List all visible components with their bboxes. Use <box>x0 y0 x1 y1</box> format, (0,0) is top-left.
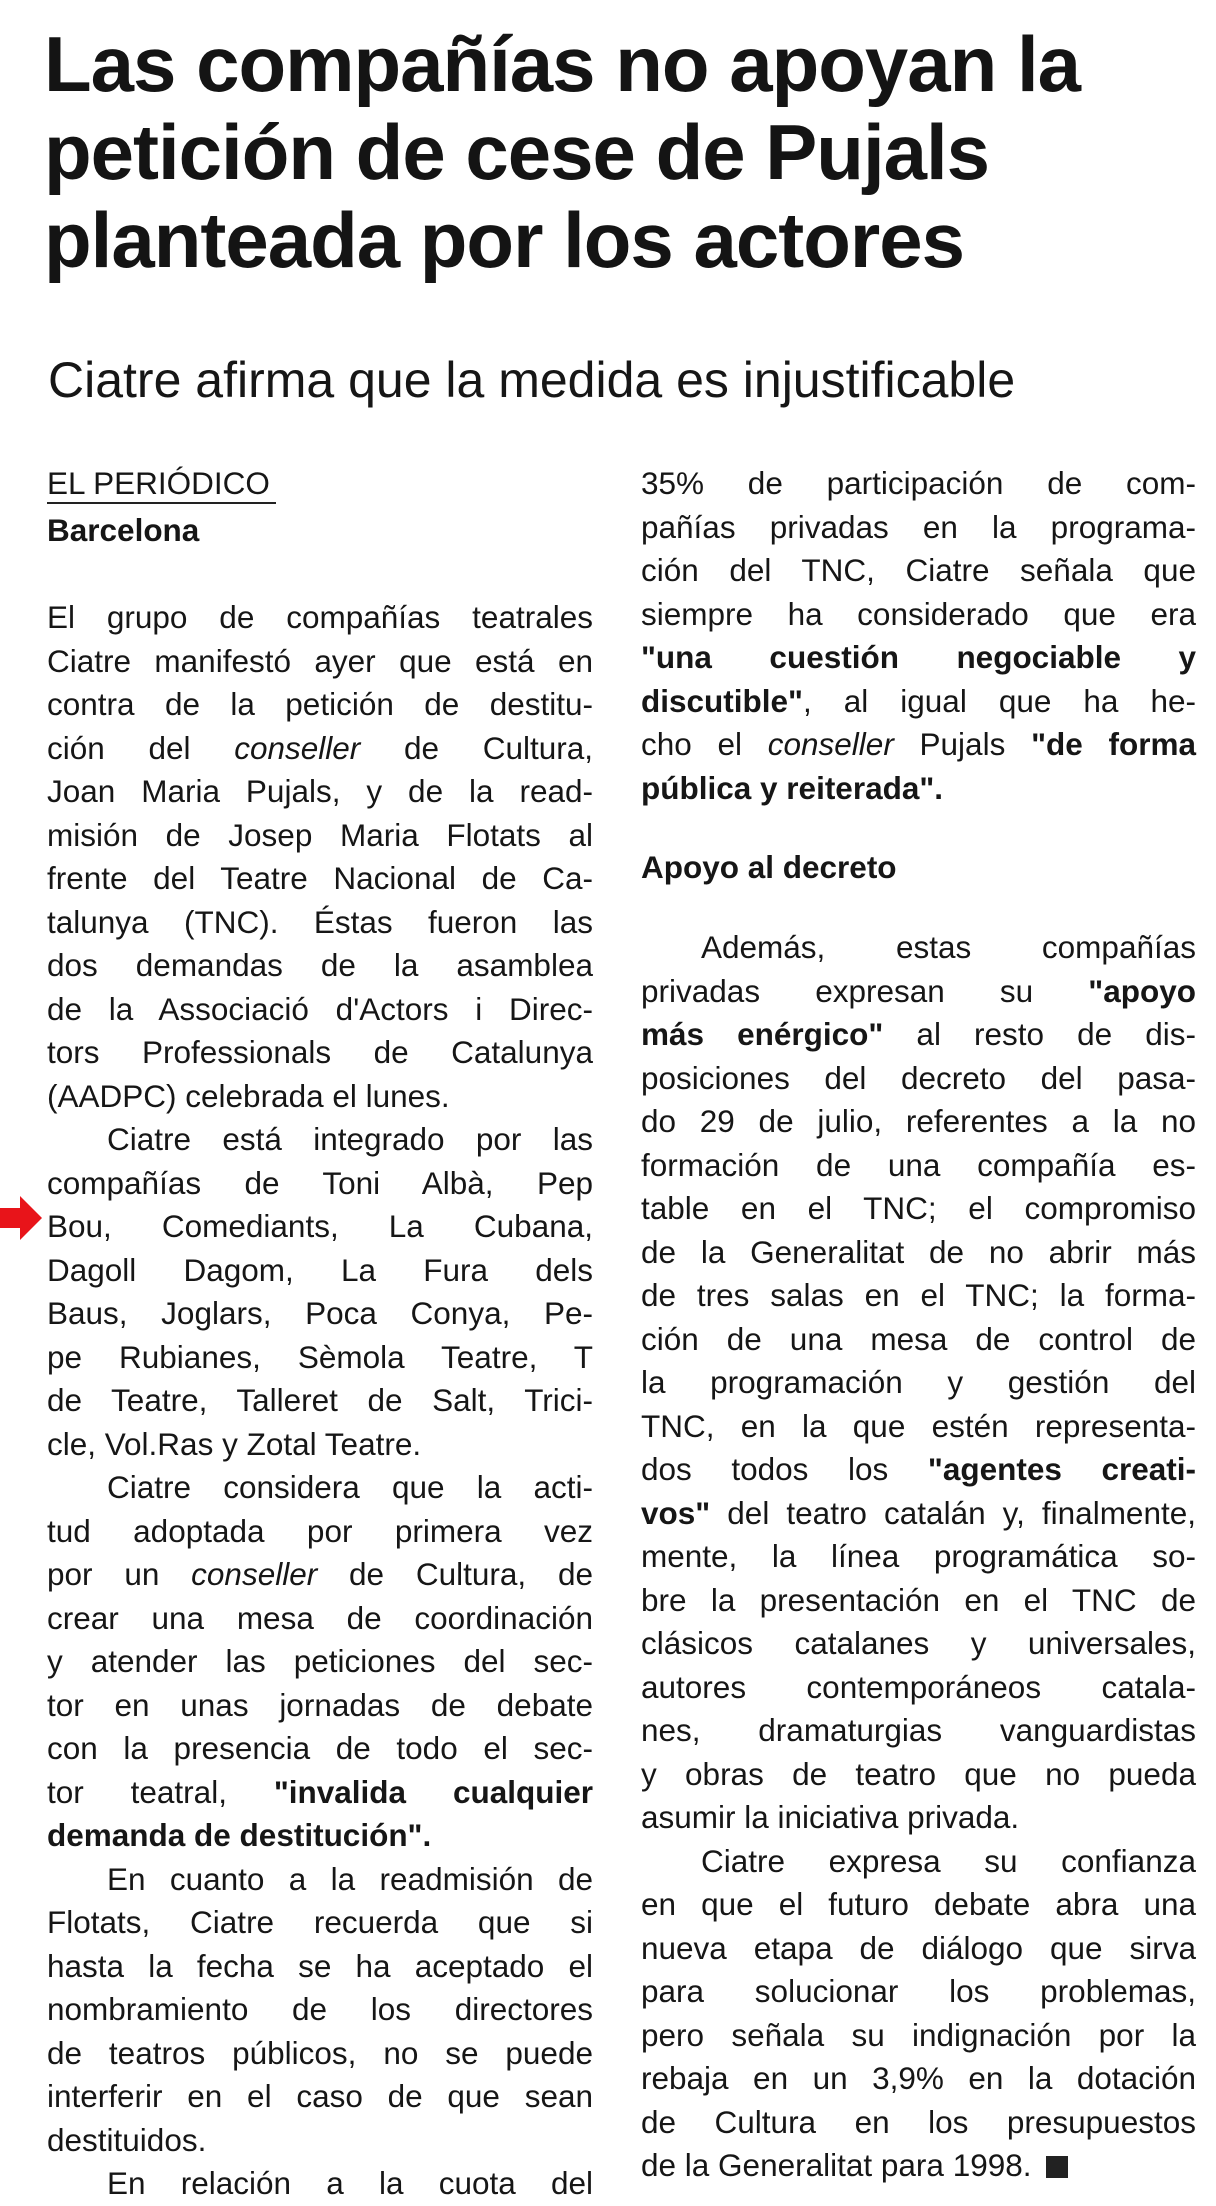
text-line: con la presencia de todo el sec- <box>47 1730 593 1766</box>
text-line: y atender las peticiones del sec- <box>47 1643 593 1679</box>
bold-quote: "una cuestión negociable y <box>641 639 1196 675</box>
right-column <box>641 462 1196 2188</box>
text-line <box>641 970 1196 1014</box>
text-line: Además, estas compañías <box>701 929 1196 965</box>
text-line: crear una mesa de coordinación <box>47 1599 593 1636</box>
bold-quote: demanda de destitución". <box>47 1817 432 1853</box>
text-line: clásicos catalanes y universales, <box>641 1625 1196 1661</box>
text-line: do 29 de julio, referentes a la no <box>641 1103 1196 1139</box>
bold-quote: discutible" <box>641 682 803 719</box>
text-line: (AADPC) celebrada el lunes. <box>47 1077 450 1114</box>
bold-quote: "apoyo <box>1088 972 1196 1009</box>
text-line: Bou, Comediants, La Cubana, <box>47 1208 593 1244</box>
bold-quote: vos" <box>641 1494 711 1531</box>
text-segment: del teatro catalán y, finalmente, <box>710 1494 1196 1531</box>
text-segment: cho el <box>641 726 768 762</box>
text-line: siempre ha considerado que era <box>641 595 1196 632</box>
headline-line: petición de cese de Pujals <box>44 108 990 196</box>
end-square-icon <box>1046 2156 1068 2178</box>
source-byline: EL PERIÓDICO <box>47 464 276 504</box>
text-line: de la Associació d'Actors i Direc- <box>47 990 593 1027</box>
bold-quote: más enérgico" <box>641 1016 884 1052</box>
text-line <box>641 1492 1196 1536</box>
text-line: TNC, en la que estén representa- <box>641 1407 1196 1444</box>
text-segment: de Cultura, de <box>317 1556 593 1592</box>
text-line: de Cultura en los presupuestos <box>641 2103 1196 2140</box>
text-line: El grupo de compañías teatrales <box>47 599 593 635</box>
text-line: Joan Maria Pujals, y de la read- <box>47 773 593 809</box>
text-line: ción de una mesa de control de <box>641 1320 1196 1357</box>
text-line: pañías privadas en la programa- <box>641 508 1196 545</box>
headline-line: Las compañías no apoyan la <box>44 20 1080 108</box>
text-line: Ciatre considera que la acti- <box>107 1469 593 1505</box>
text-line: frente del Teatre Nacional de Ca- <box>47 860 593 896</box>
text-segment: al resto de dis- <box>883 1016 1196 1052</box>
text-line: tors Professionals de Catalunya <box>47 1034 593 1070</box>
italic-term: conseller <box>191 1556 318 1592</box>
text-line <box>641 1013 1196 1057</box>
text-segment: dos todos los <box>641 1451 928 1487</box>
text-segment: Pujals <box>893 726 1032 762</box>
text-line: posiciones del decreto del pasa- <box>641 1059 1196 1096</box>
text-line: de la Generalitat de no abrir más <box>641 1233 1196 1270</box>
text-line <box>47 727 593 771</box>
text-line <box>641 680 1196 724</box>
text-line <box>47 1771 593 1815</box>
text-line <box>641 723 1196 767</box>
text-line: de teatros públicos, no se puede <box>47 2034 593 2071</box>
italic-term: conseller <box>767 726 894 762</box>
text-line: hasta la fecha se ha aceptado el <box>47 1947 593 1984</box>
text-line: pe Rubianes, Sèmola Teatre, T <box>47 1338 593 1375</box>
text-segment: por un <box>47 1556 192 1592</box>
text-segment: , al igual que ha he- <box>802 682 1196 719</box>
text-line: formación de una compañía es- <box>641 1146 1196 1183</box>
text-line: Dagoll Dagom, La Fura dels <box>47 1251 593 1288</box>
italic-term: conseller <box>234 729 361 766</box>
headline-line: planteada por los actores <box>44 196 964 284</box>
headline <box>44 20 1194 284</box>
text-line: bre la presentación en el TNC de <box>641 1581 1196 1618</box>
text-line: destituidos. <box>47 2121 207 2158</box>
text-line: nombramiento de los directores <box>47 1991 593 2027</box>
text-segment: de Cultura, <box>360 729 594 766</box>
red-arrow-icon <box>0 1196 42 1240</box>
text-line: En relación a la cuota del <box>107 2165 593 2201</box>
bold-quote: pública y reiterada". <box>641 769 944 806</box>
text-line: Baus, Joglars, Poca Conya, Pe- <box>47 1295 593 1331</box>
text-line: rebaja en un 3,9% en la dotación <box>641 2060 1196 2096</box>
text-line: nes, dramaturgias vanguardistas <box>641 1712 1196 1748</box>
text-line: Flotats, Ciatre recuerda que si <box>47 1904 593 1940</box>
subtitle: Ciatre afirma que la medida es injustificable <box>48 352 1016 408</box>
text-line: tor en unas jornadas de debate <box>47 1686 593 1723</box>
section-heading: Apoyo al decreto <box>641 849 897 885</box>
text-line: misión de Josep Maria Flotats al <box>47 816 593 853</box>
text-line: dos demandas de la asamblea <box>47 947 593 983</box>
text-line: Ciatre está integrado por las <box>107 1121 593 1157</box>
text-line: y obras de teatro que no pueda <box>641 1755 1196 1792</box>
text-line: tud adoptada por primera vez <box>47 1512 593 1549</box>
text-line <box>641 1448 1196 1492</box>
dateline-city: Barcelona <box>47 512 200 548</box>
text-line: Ciatre manifestó ayer que está en <box>47 642 593 679</box>
bold-quote: "agentes creati- <box>927 1451 1197 1487</box>
text-line <box>641 767 1196 811</box>
text-line: la programación y gestión del <box>641 1364 1196 1400</box>
text-segment: de la Generalitat para 1998. <box>641 2147 1032 2183</box>
text-line: contra de la petición de destitu- <box>47 686 593 722</box>
text-line: autores contemporáneos catala- <box>641 1668 1196 1705</box>
text-segment: tor teatral, <box>47 1773 274 1810</box>
text-line: de tres salas en el TNC; la forma- <box>641 1277 1196 1313</box>
text-line: ción del TNC, Ciatre señala que <box>641 552 1196 588</box>
text-line: de Teatre, Talleret de Salt, Trici- <box>47 1382 593 1418</box>
text-line <box>47 1553 593 1597</box>
text-segment: ción del <box>47 729 235 766</box>
text-segment: privadas expresan su <box>641 972 1089 1009</box>
text-line: en que el futuro debate abra una <box>641 1886 1196 1922</box>
text-line: talunya (TNC). Éstas fueron las <box>47 903 593 940</box>
left-column <box>47 462 593 2206</box>
text-line: asumir la iniciativa privada. <box>641 1799 1020 1835</box>
text-line: para solucionar los problemas, <box>641 1973 1196 2009</box>
text-line: table en el TNC; el compromiso <box>641 1190 1196 1226</box>
text-line <box>641 2144 1196 2188</box>
text-line: En cuanto a la readmisión de <box>107 1860 593 1897</box>
text-line <box>47 1814 593 1858</box>
text-line: nueva etapa de diálogo que sirva <box>641 1929 1196 1966</box>
text-line: Ciatre expresa su confianza <box>701 1842 1196 1879</box>
bold-quote: "de forma <box>1031 726 1196 762</box>
text-line: pero señala su indignación por la <box>641 2016 1196 2053</box>
text-line: cle, Vol.Ras y Zotal Teatre. <box>47 1425 422 1462</box>
text-line: interferir en el caso de que sean <box>47 2078 593 2114</box>
text-line: compañías de Toni Albà, Pep <box>47 1164 593 1201</box>
text-line <box>641 636 1196 680</box>
text-line: mente, la línea programática so- <box>641 1538 1196 1574</box>
text-line: 35% de participación de com- <box>641 465 1196 501</box>
bold-quote: "invalida cualquier <box>273 1773 593 1810</box>
